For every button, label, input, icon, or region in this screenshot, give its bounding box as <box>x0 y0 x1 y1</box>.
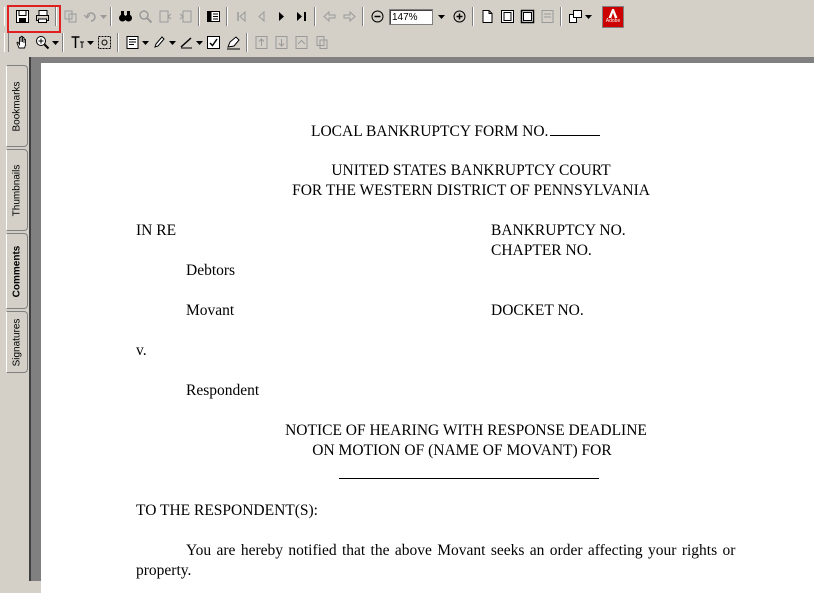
debtors-label: Debtors <box>186 262 236 279</box>
tab-label: Bookmarks <box>11 80 23 132</box>
main-toolbar <box>0 4 814 29</box>
movant-label: Movant <box>186 302 235 319</box>
form-title: LOCAL BANKRUPTCY FORM NO. <box>311 122 600 141</box>
rotate-dropdown-icon[interactable] <box>585 8 592 26</box>
zoom-level-input[interactable]: 147% <box>389 9 433 25</box>
navigation-tabs <box>0 57 29 581</box>
form-number-blank <box>550 122 600 136</box>
stamp-tool-icon[interactable] <box>204 34 222 52</box>
toolbar-grip[interactable] <box>4 7 9 26</box>
previous-page-icon[interactable] <box>252 8 270 26</box>
court-district: FOR THE WESTERN DISTRICT OF PENNSYLVANIA <box>292 182 650 199</box>
zoom-out-icon[interactable] <box>368 8 386 26</box>
tab-signatures[interactable] <box>6 311 28 373</box>
document-view[interactable] <box>29 57 814 581</box>
chapter-no-label: CHAPTER NO. <box>491 242 592 259</box>
undo-icon[interactable] <box>81 8 99 26</box>
tab-bookmarks[interactable] <box>6 65 28 147</box>
actual-size-icon[interactable] <box>478 8 496 26</box>
notice-heading-line1: NOTICE OF HEARING WITH RESPONSE DEADLINE <box>285 422 647 439</box>
next-page-icon[interactable] <box>272 8 290 26</box>
save-icon[interactable] <box>13 8 31 26</box>
copy-icon[interactable] <box>61 8 79 26</box>
next-view-icon[interactable] <box>176 8 194 26</box>
last-page-icon[interactable] <box>292 8 310 26</box>
text-tool-dropdown-icon[interactable] <box>87 34 94 52</box>
next-edit-icon[interactable] <box>272 34 290 52</box>
tools-toolbar <box>0 30 814 55</box>
line-tool-icon[interactable] <box>177 34 195 52</box>
pencil-tool-dropdown-icon[interactable] <box>169 34 176 52</box>
toolbar-grip[interactable] <box>4 33 9 52</box>
respondent-label: Respondent <box>186 382 260 399</box>
tab-thumbnails[interactable] <box>6 149 28 231</box>
first-page-icon[interactable] <box>232 8 250 26</box>
print-icon[interactable] <box>33 8 51 26</box>
note-tool-icon[interactable] <box>123 34 141 52</box>
snapshot-tool-icon[interactable] <box>95 34 113 52</box>
search-icon[interactable] <box>136 8 154 26</box>
sign-tool-icon[interactable] <box>224 34 242 52</box>
note-tool-dropdown-icon[interactable] <box>142 34 149 52</box>
hand-tool-icon[interactable] <box>13 34 31 52</box>
zoom-tool-icon[interactable] <box>33 34 51 52</box>
line-tool-dropdown-icon[interactable] <box>196 34 203 52</box>
zoom-tool-dropdown-icon[interactable] <box>52 34 59 52</box>
zoom-dropdown-icon[interactable] <box>433 9 449 25</box>
tab-label: Thumbnails <box>11 164 23 216</box>
tab-label: Signatures <box>11 318 23 366</box>
motion-blank-line <box>339 478 599 479</box>
fit-width-icon[interactable] <box>518 8 536 26</box>
tab-comments[interactable] <box>6 233 28 309</box>
document-page[interactable] <box>41 63 814 593</box>
go-forward-icon[interactable] <box>340 8 358 26</box>
to-respondents-heading: TO THE RESPONDENT(S): <box>136 502 318 519</box>
notice-heading-line2: ON MOTION OF (NAME OF MOVANT) FOR <box>312 442 612 459</box>
bankruptcy-no-label: BANKRUPTCY NO. <box>491 222 626 239</box>
page-up-icon[interactable] <box>292 34 310 52</box>
tab-label: Comments <box>11 245 23 297</box>
undo-dropdown-icon[interactable] <box>100 8 107 26</box>
docket-no-label: DOCKET NO. <box>491 302 584 319</box>
find-icon[interactable] <box>116 8 134 26</box>
adobe-logo[interactable]: Adobe <box>602 6 624 28</box>
previous-view-icon[interactable] <box>156 8 174 26</box>
notice-paragraph-line2: property. <box>136 562 192 579</box>
zoom-in-icon[interactable] <box>450 8 468 26</box>
fit-visible-icon[interactable] <box>538 8 556 26</box>
in-re-label: IN RE <box>136 222 177 239</box>
notice-paragraph-line1: You are hereby notified that the above Movant seeks an order affecting your rights or <box>186 542 736 559</box>
page-down-icon[interactable] <box>312 34 330 52</box>
court-name: UNITED STATES BANKRUPTCY COURT <box>331 162 611 179</box>
go-back-icon[interactable] <box>320 8 338 26</box>
fit-page-icon[interactable] <box>498 8 516 26</box>
rotate-view-icon[interactable] <box>566 8 584 26</box>
show-navigation-pane-icon[interactable] <box>204 8 222 26</box>
pencil-tool-icon[interactable] <box>150 34 168 52</box>
versus-label: v. <box>136 342 147 359</box>
previous-edit-icon[interactable] <box>252 34 270 52</box>
text-select-tool-icon[interactable] <box>68 34 86 52</box>
